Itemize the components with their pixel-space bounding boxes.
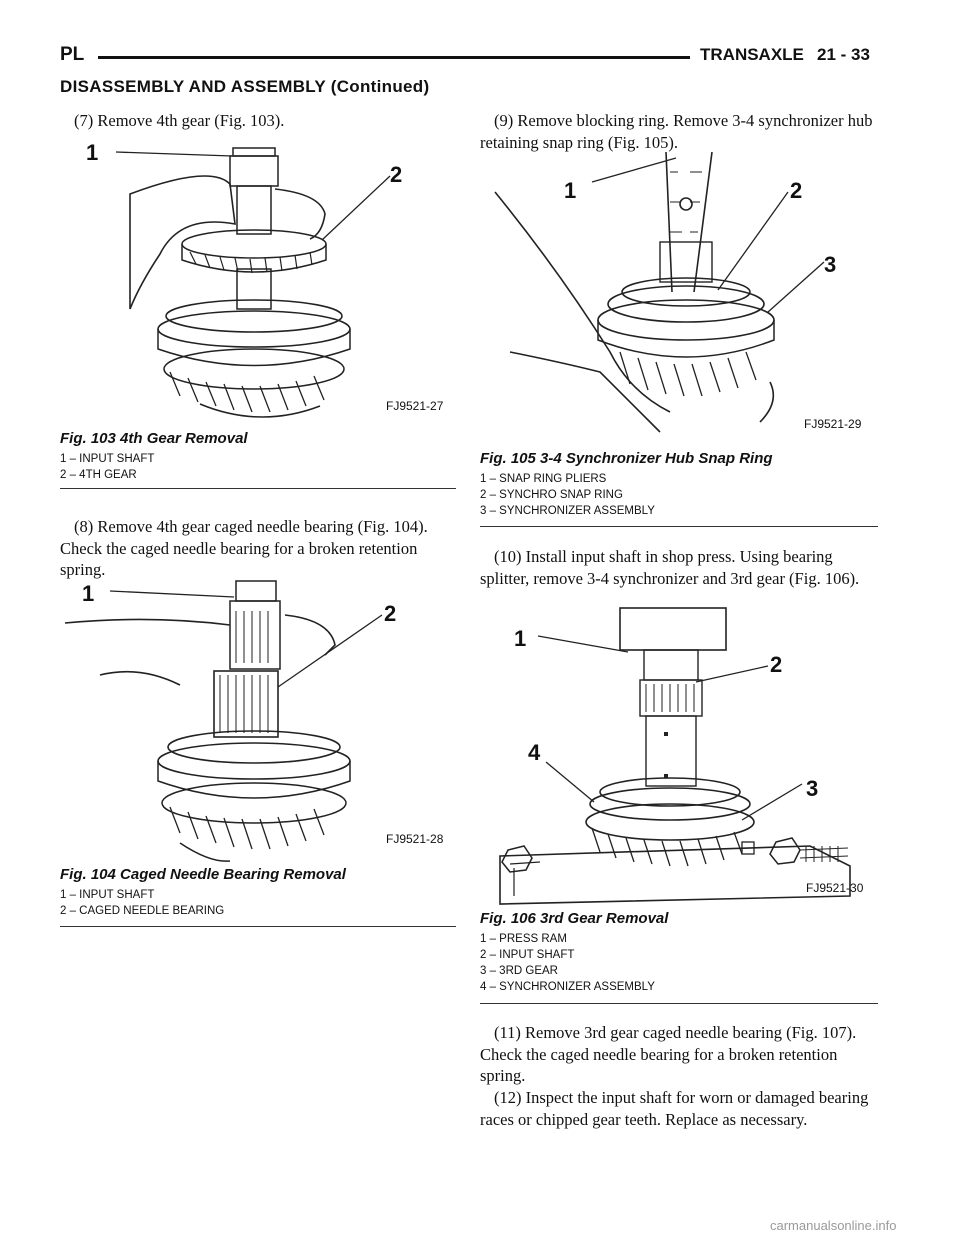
figure-104-rule	[60, 926, 456, 927]
figure-103-callout-1: 1	[86, 140, 99, 165]
figure-106	[480, 606, 880, 906]
figure-104-title: Fig. 104 Caged Needle Bearing Removal	[60, 866, 346, 883]
figure-104-callout-2: 2	[384, 601, 397, 626]
figure-106-item-1: 1 – PRESS RAM	[480, 933, 567, 945]
header-section-title: TRANSAXLE	[700, 45, 804, 64]
step-10-text: (10) Install input shaft in shop press. Using bearing splitter, remove 3-4 synchronizer and 3rd gear (Fig. 106).	[480, 547, 860, 588]
figure-104-callout-1: 1	[82, 581, 95, 606]
figure-104-item-1: 1 – INPUT SHAFT	[60, 889, 155, 901]
figure-103-item-2: 2 – 4TH GEAR	[60, 469, 137, 481]
figure-105-code: FJ9521-29	[804, 417, 862, 431]
figure-106-code: FJ9521-30	[806, 881, 864, 895]
figure-105-callout-3: 3	[824, 252, 837, 277]
figure-103	[60, 134, 460, 424]
figure-103-title: Fig. 103 4th Gear Removal	[60, 430, 248, 447]
figure-105-item-3: 3 – SYNCHRONIZER ASSEMBLY	[480, 505, 655, 517]
watermark-text: carmanualsonline.info	[770, 1218, 897, 1233]
figure-104-illustration	[60, 575, 460, 863]
figure-106-callout-3: 3	[806, 776, 819, 801]
step-12-text: (12) Inspect the input shaft for worn or damaged bearing races or chipped gear teeth. Replace as necessary.	[480, 1088, 869, 1129]
figure-105-title: Fig. 105 3-4 Synchronizer Hub Snap Ring	[480, 450, 773, 467]
step-11-text: (11) Remove 3rd gear caged needle bearing (Fig. 107). Check the caged needle bearing for a broken retention spring.	[480, 1023, 857, 1085]
figure-106-item-2: 2 – INPUT SHAFT	[480, 949, 575, 961]
figure-106-callout-4: 4	[528, 740, 541, 765]
figure-105-item-2: 2 – SYNCHRO SNAP RING	[480, 489, 623, 501]
figure-106-callout-2: 2	[770, 652, 783, 677]
figure-105-callout-2: 2	[790, 178, 803, 203]
figure-105-callout-1: 1	[564, 178, 577, 203]
figure-106-rule	[480, 1003, 878, 1004]
figure-105-rule	[480, 526, 878, 527]
figure-103-callout-2: 2	[390, 162, 403, 187]
header-left-code: PL	[60, 44, 85, 65]
figure-106-title: Fig. 106 3rd Gear Removal	[480, 910, 669, 927]
header-rule	[98, 56, 690, 59]
figure-106-illustration	[480, 606, 880, 906]
figure-104-item-2: 2 – CAGED NEEDLE BEARING	[60, 905, 225, 917]
page-subtitle: DISASSEMBLY AND ASSEMBLY (Continued)	[60, 77, 430, 96]
step-7-text: (7) Remove 4th gear (Fig. 103).	[74, 111, 285, 130]
figure-105	[480, 152, 880, 436]
step-9-text: (9) Remove blocking ring. Remove 3-4 synchronizer hub retaining snap ring (Fig. 105).	[480, 111, 873, 152]
figure-105-illustration	[480, 152, 880, 436]
figure-104	[60, 575, 460, 863]
figure-105-item-1: 1 – SNAP RING PLIERS	[480, 473, 607, 485]
step-8-text: (8) Remove 4th gear caged needle bearing (Fig. 104). Check the caged needle bearing for a broken retention spring.	[60, 517, 428, 579]
figure-106-item-3: 3 – 3RD GEAR	[480, 965, 558, 977]
figure-103-item-1: 1 – INPUT SHAFT	[60, 453, 155, 465]
figure-106-item-4: 4 – SYNCHRONIZER ASSEMBLY	[480, 981, 655, 993]
figure-103-rule	[60, 488, 456, 489]
figure-103-illustration	[60, 134, 460, 424]
header-page-number: 21 - 33	[817, 45, 870, 64]
figure-106-callout-1: 1	[514, 626, 527, 651]
figure-103-code: FJ9521-27	[386, 399, 444, 413]
figure-104-code: FJ9521-28	[386, 832, 444, 846]
